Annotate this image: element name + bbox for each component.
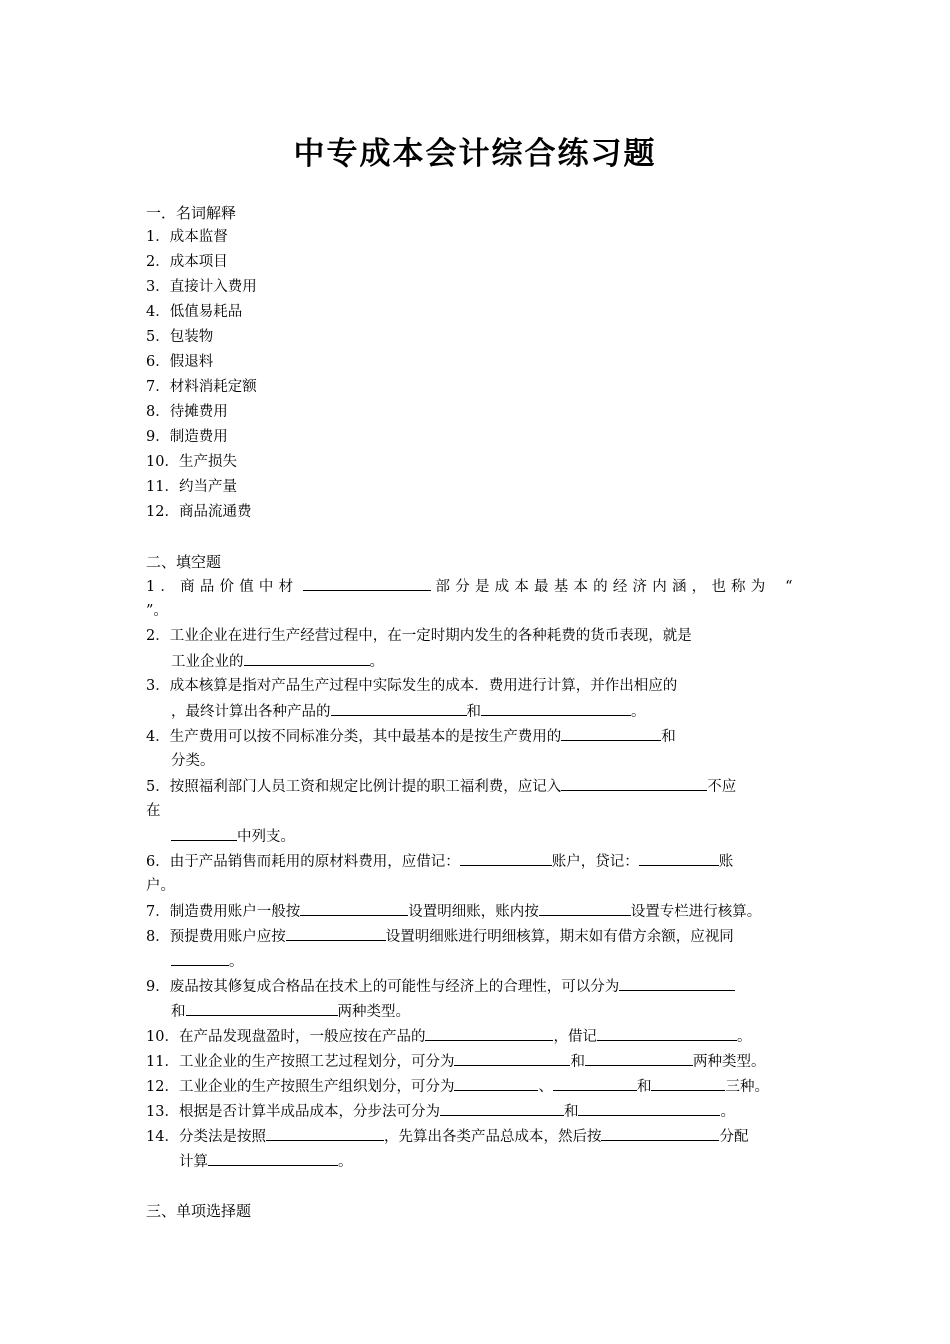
answer-blank[interactable]	[539, 901, 631, 916]
section-heading-single-choice: 三、单项选择题	[146, 1202, 252, 1220]
question-8-cont: 。	[171, 951, 244, 972]
answer-blank[interactable]	[171, 826, 237, 841]
answer-blank[interactable]	[300, 901, 408, 916]
question-6: 6．由于产品销售而耗用的原材料费用，应借记： 账户，贷记： 账	[146, 851, 733, 872]
question-3: 3．成本核算是指对产品生产过程中实际发生的成本．费用进行计算，并作出相应的	[146, 678, 678, 694]
answer-blank[interactable]	[460, 851, 552, 866]
question-3-cont: ，最终计算出各种产品的 和 。	[171, 701, 646, 722]
answer-blank[interactable]	[244, 651, 370, 666]
section-heading-fill-blank: 二、填空题	[146, 553, 222, 571]
answer-blank[interactable]	[440, 1101, 564, 1116]
page-title: 中专成本会计综合练习题	[293, 136, 657, 172]
term-item: 12．商品流通费	[146, 504, 252, 520]
term-item: 3．直接计入费用	[146, 279, 257, 295]
question-14-cont: 计算 。	[179, 1151, 353, 1172]
term-item: 2．成本项目	[146, 254, 228, 270]
question-9-cont: 和 两种类型。	[171, 1001, 410, 1022]
question-2-cont: 工业企业的 。	[171, 651, 384, 672]
answer-blank[interactable]	[286, 926, 386, 941]
question-8: 8．预提费用账户应按 设置明细账进行明细核算，期末如有借方余额，应视同	[146, 926, 734, 947]
term-item: 8．待摊费用	[146, 404, 228, 420]
question-2: 2．工业企业在进行生产经营过程中，在一定时期内发生的各种耗费的货币表现，就是	[146, 628, 692, 644]
term-item: 5．包装物	[146, 329, 214, 345]
question-1: 1．商品价值中材 部分是成本最基本的经济内涵，也称为 “	[146, 576, 792, 597]
question-9: 9．废品按其修复成合格品在技术上的可能性与经济上的合理性，可以分为	[146, 976, 735, 997]
answer-blank[interactable]	[651, 1076, 725, 1091]
question-5: 5．按照福利部门人员工资和规定比例计提的职工福利费，应记入 不应	[146, 776, 736, 797]
answer-blank[interactable]	[454, 1076, 538, 1091]
question-7: 7．制造费用账户一般按 设置明细账，账内按 设置专栏进行核算。	[146, 901, 761, 922]
question-10: 10．在产品发现盘盈时，一般应按在产品的 ，借记 。	[146, 1026, 751, 1047]
term-item: 1．成本监督	[146, 229, 228, 245]
answer-blank[interactable]	[454, 1051, 570, 1066]
term-item: 9．制造费用	[146, 429, 228, 445]
answer-blank[interactable]	[601, 1126, 719, 1141]
question-4-cont: 分类。	[171, 753, 215, 769]
answer-blank[interactable]	[597, 1026, 737, 1041]
answer-blank[interactable]	[266, 1126, 384, 1141]
question-11: 11．工业企业的生产按照工艺过程划分，可分为 和 两种类型。	[146, 1051, 765, 1072]
answer-blank[interactable]	[639, 851, 719, 866]
question-13: 13．根据是否计算半成品成本，分步法可分为 和 。	[146, 1101, 735, 1122]
question-5-cont: 在	[146, 803, 161, 819]
term-item: 10．生产损失	[146, 454, 237, 470]
question-1-cont: ”。	[146, 603, 168, 619]
answer-blank[interactable]	[561, 776, 707, 791]
answer-blank[interactable]	[619, 976, 735, 991]
question-14: 14．分类法是按照 ，先算出各类产品总成本，然后按 分配	[146, 1126, 748, 1147]
question-6-cont: 户。	[146, 878, 175, 894]
answer-blank[interactable]	[331, 701, 467, 716]
answer-blank[interactable]	[171, 951, 229, 966]
section-heading-terms: 一．名词解释	[146, 204, 237, 222]
question-5-cont2: 中列支。	[171, 826, 295, 847]
term-item: 7．材料消耗定额	[146, 379, 257, 395]
answer-blank[interactable]	[186, 1001, 338, 1016]
answer-blank[interactable]	[553, 1076, 637, 1091]
term-item: 4．低值易耗品	[146, 304, 243, 320]
term-item: 11．约当产量	[146, 479, 237, 495]
answer-blank[interactable]	[208, 1151, 338, 1166]
question-12: 12．工业企业的生产按照生产组织划分，可分为 、 和 三种。	[146, 1076, 769, 1097]
answer-blank[interactable]	[425, 1026, 553, 1041]
answer-blank[interactable]	[303, 576, 431, 591]
answer-blank[interactable]	[481, 701, 631, 716]
answer-blank[interactable]	[578, 1101, 720, 1116]
question-4: 4．生产费用可以按不同标准分类，其中最基本的是按生产费用的 和	[146, 726, 676, 747]
answer-blank[interactable]	[585, 1051, 693, 1066]
answer-blank[interactable]	[561, 726, 661, 741]
term-item: 6．假退料	[146, 354, 214, 370]
